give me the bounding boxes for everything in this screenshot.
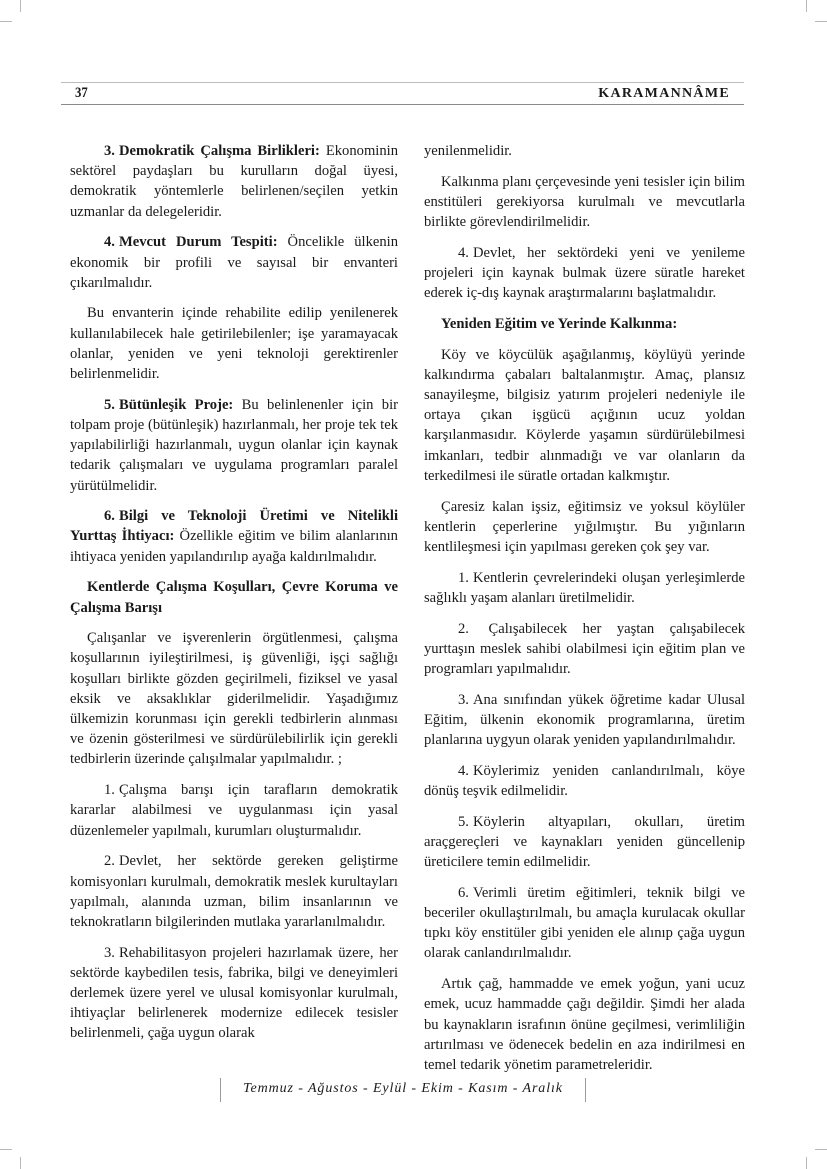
item-number: 5. [104, 396, 115, 413]
bold-lead: Mevcut Durum Tespiti: [119, 234, 278, 251]
body-text: Köylerin altyapıları, okulları, üretim araçgereçleri ve kaynakları yeniden güncellenip üreticilere temin edilmelidir. [424, 813, 745, 871]
crop-mark [20, 0, 21, 12]
body-text: Özellikle eğitim ve bilim alanlarının ihtiyaca yeniden yapılandırılıp ayağa kaldırılmalıdır. [70, 528, 398, 565]
item-number: 2. [104, 853, 115, 870]
numbered-paragraph [70, 780, 398, 841]
paragraph [424, 497, 745, 558]
numbered-paragraph [70, 232, 398, 293]
paragraph [70, 628, 398, 769]
numbered-paragraph [70, 506, 398, 567]
body-text: Çalışabilecek her yaştan çalışabilecek yurttaşın meslek sahibi olabilmesi için eğitim plan ve programları yapılmalıdır. [424, 620, 745, 677]
section-heading [70, 577, 398, 617]
body-text: Rehabilitasyon projeleri hazırlamak üzere, her sektörde kaybedilen tesis, fabrika, bilgi ve deneyimleri derlemek üzere yerel ve ulusal komisyonlar kurulmalı, ihtiyaçlar belirlenerek modernize edilecek tesisler belirlenmeli, çağa uygun olarak [70, 944, 398, 1042]
paragraph [70, 303, 398, 384]
journal-title: KARAMANNÂME [598, 86, 730, 101]
numbered-paragraph [424, 690, 745, 751]
item-number: 6. [458, 884, 469, 901]
numbered-paragraph [424, 883, 745, 964]
paragraph [424, 974, 745, 1075]
item-number: 2. [458, 620, 469, 637]
item-number: 1. [104, 782, 115, 799]
numbered-paragraph [70, 395, 398, 496]
item-number: 4. [458, 244, 469, 261]
body-text: Bu belinlenenler için bir tolpam proje (bütünleşik) hazırlanmalı, her proje tek tek yapılabilirliği hazırlanmalı, uygun olanlar için kaynak tedarik çalışmaları ve uygulama programları paralel yürütülmelidir. [70, 396, 398, 494]
body-text: Bu envanterin içinde rehabilite edilip yenilenerek kullanılabilecek hale getirilebilenler; işe yaramayacak olanlar, yeniden ve yeni teknoloji gerektirenler belirlenmelidir. [70, 305, 398, 383]
item-number: 3. [458, 691, 469, 708]
body-text: Öncelikle ülkenin ekonomik bir profili ve sayısal bir envanteri çıkarılmalıdır. [70, 234, 398, 291]
running-header [61, 82, 744, 105]
running-footer [220, 1078, 586, 1102]
body-text: Çalışma barışı için tarafların demokratik kararlar alabilmesi ve uygulanması için yasal düzenlemeler yapılmalı, kurumları oluşturmalıdır. [70, 782, 398, 839]
paragraph [424, 141, 745, 161]
bold-lead: Kentlerde Çalışma Koşulları, Çevre Koruma ve Çalışma Barışı [70, 579, 398, 616]
crop-mark [815, 1149, 827, 1150]
numbered-paragraph [424, 619, 745, 680]
crop-mark [815, 21, 827, 22]
bold-lead: Bütünleşik Proje: [119, 396, 234, 413]
numbered-paragraph [424, 761, 745, 801]
right-column [424, 141, 745, 1086]
body-text: Artık çağ, hammadde ve emek yoğun, yani ucuz emek, ucuz hammadde çağı değildir. Şimdi her alada bu kaynakların israfının önüne geçilmesi, verimliliğin artırılması ve ödenecek bedelin en aza indirilmesi en temel tedarik yönetim parametreleridir. [424, 976, 745, 1073]
item-number: 6. [104, 508, 115, 525]
numbered-paragraph [424, 568, 745, 608]
item-number: 5. [458, 813, 469, 830]
body-text: Verimli üretim eğitimleri, teknik bilgi ve beceriler okullaştırılmalı, bu amaçla kurulacak okullar tıpkı köy enstitüler gibi yeniden ele alınıp çağa uygun olarak canlandırılmalıdır. [424, 884, 745, 962]
numbered-paragraph [70, 943, 398, 1044]
body-text: Köylerimiz yeniden canlandırılmalı, köye dönüş teşvik edilmelidir. [424, 762, 745, 799]
crop-mark [0, 1149, 12, 1150]
body-text: Devlet, her sektörde gereken geliştirme komisyonları kurulmalı, demokratik meslek kurultayları yapılmalı, alanında uzman, bilim insanlarının ve teknokratların bilgilerinden mutlaka yararlanılmalıdır. [70, 853, 398, 930]
body-text: Çalışanlar ve işverenlerin örgütlenmesi, çalışma koşullarının iyileştirilmesi, iş güvenliği, işçi sağlığı koşulları birlikte gözden geçirilmeli, fiziksel ve yasal eksik ve aksaklıklar giderilmelidir. Yaşadığımız ülkemizin korunması için gerekli tedbirlerin alınması ve özenin gösterilmesi ve sürdürülebilirlik için gerekli tedbirlerin üzerinde çalışılmalar yapılmalıdır. ; [70, 630, 398, 768]
numbered-paragraph [70, 141, 398, 222]
item-number: 3. [104, 944, 115, 961]
crop-mark [0, 21, 12, 22]
crop-mark [806, 1157, 807, 1169]
body-text: Çaresiz kalan işsiz, eğitimsiz ve yoksul köylüler kentlerin çeperlerine yığılmıştır. Bu yığınların kentlileşmesi için yapılması gereken çok şey var. [424, 498, 745, 555]
left-column [70, 141, 398, 1054]
bold-lead: Yeniden Eğitim ve Yerinde Kalkınma: [441, 315, 678, 332]
page-number: 37 [75, 85, 88, 101]
crop-mark [806, 0, 807, 12]
item-number: 4. [458, 762, 469, 779]
footer-months: Temmuz - Ağustos - Eylül - Ekim - Kasım - Aralık [243, 1081, 563, 1096]
item-number: 4. [104, 234, 115, 251]
item-number: 1. [458, 569, 469, 586]
numbered-paragraph [70, 851, 398, 932]
body-text: Ana sınıfından yükek öğretime kadar Ulusal Eğitim, ülkenin ekonomik programlarına, üretim planlarına uygyun olarak yeniden yapılandırılmalıdır. [424, 691, 745, 749]
bold-lead: Bilgi ve Teknoloji Üretimi ve Nitelikli Yurttaş İhtiyacı: [70, 508, 398, 545]
body-text: Devlet, her sektördeki yeni ve yenileme projeleri için kaynak bulmak üzere süratle hareket ederek iç-dış kaynak araştırmalarını başlatmalıdır. [424, 244, 745, 302]
body-text: Köy ve köycülük aşağılanmış, köylüyü yerinde kalkındırma çabaları baltalanmıştır. Amaç, plansız sanayileşme, bilgisiz yatırım projeleri nedeniyle ile ortaya çıkan işgücü açığının ucuz yoldan karşılanmasıdır. Köylerde yaşamın sürdürülebilmesi imkanları, tedbir alınmadığı ve var olanların da terkedilmesi ile süratle ortadan kalkmıştır. [424, 346, 745, 484]
paragraph [424, 345, 745, 486]
paragraph [424, 172, 745, 233]
bold-lead: Demokratik Çalışma Birlikleri: [119, 143, 320, 159]
item-number: 3. [104, 143, 115, 159]
body-text: Kalkınma planı çerçevesinde yeni tesisler için bilim enstitüleri gerekiyorsa kurulmalı ve mevcutlarla birlikte görevlendirilmelidir. [424, 173, 745, 231]
section-heading [424, 314, 745, 334]
numbered-paragraph [424, 243, 745, 304]
body-text: Kentlerin çevrelerindeki oluşan yerleşimlerde sağlıklı yaşam alanları üretilmelidir. [424, 569, 745, 606]
numbered-paragraph [424, 812, 745, 873]
body-text: yenilenmelidir. [424, 143, 512, 159]
body-text: Ekonominin sektörel paydaşları bu kurulların doğal üyesi, demokratik yöntemlerle belirlenen/seçilen yetkin uzmanlar da delegeleridir. [70, 143, 398, 220]
footer-divider-right [585, 1078, 586, 1102]
crop-mark [20, 1157, 21, 1169]
